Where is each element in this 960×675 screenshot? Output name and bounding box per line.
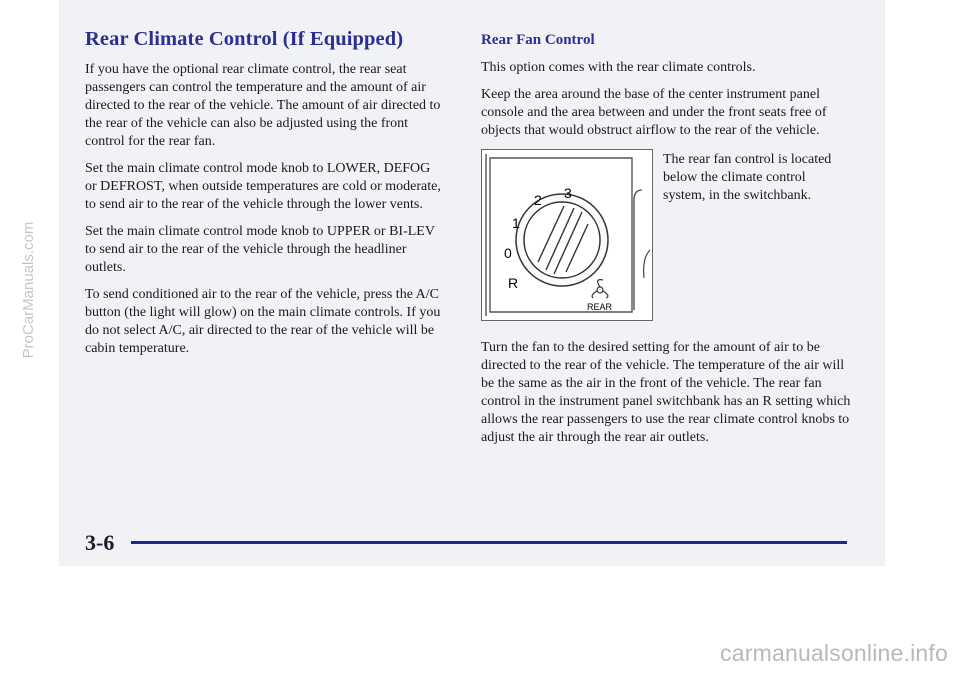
fan-rear-r-label: R: [508, 275, 519, 291]
adjacent-switch-edge: [644, 250, 650, 278]
figure-row: [481, 149, 851, 339]
right-column: [481, 28, 851, 456]
rear-fan-knob-drawing: [482, 150, 652, 320]
fan-speed-2-label: 2: [534, 192, 542, 208]
paragraph: Keep the area around the base of the center instrument panel console and the area between and under the front seats free of objects that would obstruct airflow to the rear of the vehicle.: [481, 87, 827, 138]
bottom-watermark: carmanualsonline.info: [720, 640, 948, 666]
paragraph: Set the main climate control mode knob to UPPER or BI-LEV to send air to the rear of the vehicle through the headliner outlets.: [85, 224, 435, 275]
paragraph: Set the main climate control mode knob to LOWER, DEFOG or DEFROST, when outside temperatures are cold or moderate, to send air to the rear of the vehicle through the lower vents.: [85, 161, 441, 212]
rear-label: REAR: [587, 302, 613, 312]
fan-speed-0-label: 0: [504, 245, 512, 261]
fan-speed-1-label: 1: [512, 215, 520, 231]
paragraph: Turn the fan to the desired setting for the amount of air to be directed to the rear of the vehicle. The temperature of the air will be the same as the air in the front of the vehicle. The rear fan control in the instrument panel switchbank has an R setting which allows the rear passengers to use the rear climate control knobs to adjust the air through the rear air outlets.: [481, 340, 851, 445]
page-number: 3-6: [85, 530, 115, 555]
figure-caption: [663, 151, 833, 205]
page-footer: [85, 530, 847, 554]
subsection-title: Rear Fan Control: [481, 32, 595, 48]
paragraph: If you have the optional rear climate control, the rear seat passengers can control the temperature and the amount of air directed to the rear of the vehicle. The amount of air directed to the rear of the vehicle can also be adjusted using the front control for the rear fan.: [85, 62, 441, 149]
paragraph: This option comes with the rear climate controls.: [481, 60, 756, 75]
knob-face: [524, 202, 600, 278]
footer-rule: [131, 541, 847, 544]
fan-speed-3-label: 3: [564, 185, 572, 201]
adjacent-switch: [634, 190, 642, 310]
fan-icon: [592, 280, 608, 298]
side-watermark: ProCarManuals.com: [19, 221, 37, 359]
rear-fan-control-illustration: [481, 149, 653, 321]
section-title: Rear Climate Control (If Equipped): [85, 28, 404, 50]
caption-text: The rear fan control is located below the climate control system, in the switchbank.: [663, 152, 832, 203]
paragraph: To send conditioned air to the rear of the vehicle, press the A/C button (the light will glow) on the main climate controls. If you do not select A/C, air directed to the rear of the vehicle will be cabin temperature.: [85, 287, 441, 356]
